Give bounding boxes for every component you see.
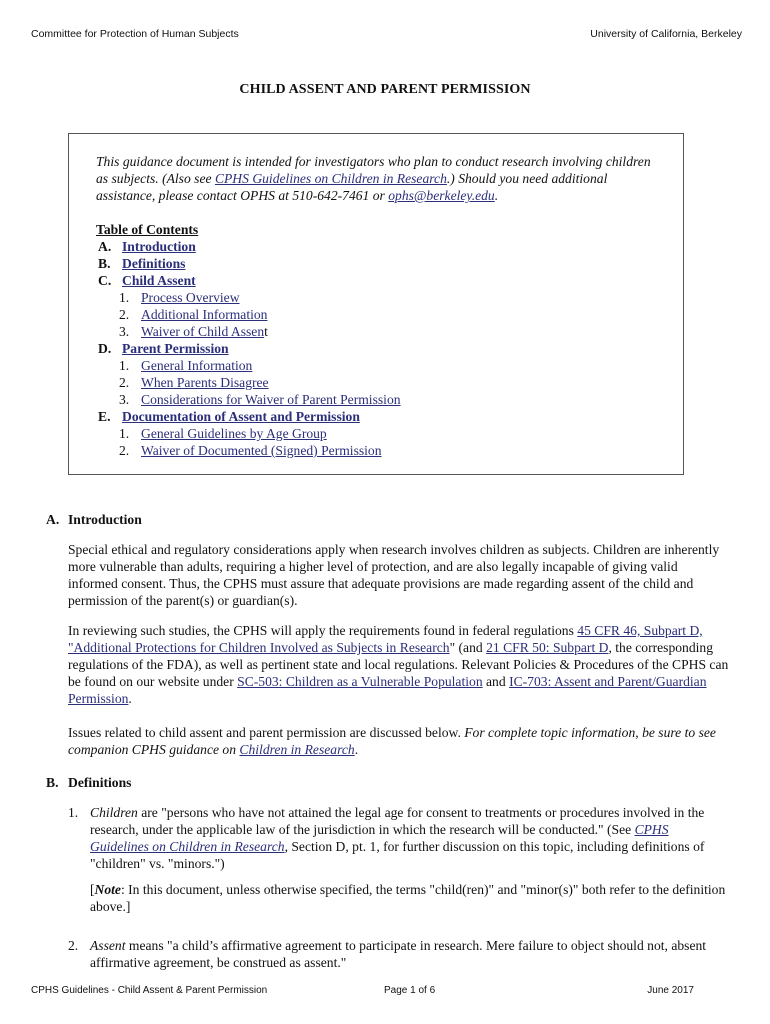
section-a-paragraph-3	[68, 724, 730, 758]
toc-link-waiver-child-assent[interactable]: Waiver of Child Assen	[141, 324, 265, 339]
paragraph-italic-text: For complete topic information, be sure to see companion CPHS guidance on	[68, 725, 716, 757]
definition-body	[90, 804, 730, 872]
intro-text: This guidance document is intended for investigators who plan to conduct research involving children as subjects. (Also see	[96, 154, 651, 186]
definition-term: Assent	[90, 938, 126, 953]
link-21-cfr-50[interactable]: 21 CFR 50: Subpart D	[486, 640, 609, 655]
definition-note	[90, 881, 730, 915]
toc-num: 3.	[119, 324, 130, 339]
section-b-heading	[46, 775, 131, 791]
definition-term: Children	[90, 805, 138, 820]
toc-num: 2.	[119, 307, 130, 322]
toc-letter: C.	[98, 273, 112, 288]
section-a-paragraph-2	[68, 622, 730, 707]
table-of-contents	[96, 221, 401, 459]
item-number: 1.	[68, 805, 79, 820]
section-a-paragraph-1: Special ethical and regulatory considerations apply when research involves children as subjects. Children are inherently more vulnerable than adults, requiring a higher level of protection, and are also legally incapable of giving valid informed consent. Thus, the CPHS must assure that adequate provisions are made regarding assent of the child and permission of the parent(s) or guardian(s).	[68, 542, 720, 608]
definition-text: are "persons who have not attained the legal age for consent to treatments or procedures involved in the research, under the applicable law of the jurisdiction in which the research will be conducted." (See	[90, 805, 705, 837]
link-cphs-guidelines-children[interactable]: CPHS Guidelines on Children in Research	[90, 822, 669, 854]
toc-num: 2.	[119, 375, 130, 390]
toc-item-introduction	[96, 238, 401, 255]
definition-item-children	[68, 804, 730, 915]
link-children-in-research[interactable]: Children in Research	[239, 742, 355, 757]
toc-subitem	[96, 289, 401, 306]
note-label: Note	[94, 882, 121, 897]
toc-title: Table of Contents	[96, 222, 199, 237]
toc-link-process-overview[interactable]: Process Overview	[141, 290, 240, 305]
paragraph-text: , the corresponding regulations of the FDA), as well as pertinent state and local regulations. Relevant Policies & Procedures of the CPHS can be found on our website under	[68, 640, 729, 689]
definition-text: , Section D, pt. 1, for further discussion on this topic, including definitions of "children" vs. "minors.")	[90, 839, 705, 871]
toc-link-general-information[interactable]: General Information	[141, 358, 253, 373]
link-45-cfr-46[interactable]: 45 CFR 46, Subpart D, "Additional Protections for Children Involved as Subjects in Research	[68, 623, 703, 655]
link-sc-503[interactable]: SC-503: Children as a Vulnerable Population	[237, 674, 483, 689]
paragraph-text: .	[354, 742, 359, 757]
toc-subitem	[96, 374, 401, 391]
paragraph-text: In reviewing such studies, the CPHS will apply the requirements found in federal regulations	[68, 623, 578, 638]
toc-link-introduction[interactable]: Introduction	[122, 239, 196, 254]
toc-letter: D.	[98, 341, 112, 356]
running-header-right: University of California, Berkeley	[590, 28, 742, 40]
definition-item-assent	[68, 937, 730, 971]
toc-item-parent-permission	[96, 340, 401, 357]
section-letter: A.	[46, 512, 60, 527]
toc-item-child-assent	[96, 272, 401, 289]
toc-letter: B.	[98, 256, 111, 271]
intro-text: .) Should you need additional assistance, please contact OPHS at 510-642-7461 or	[96, 171, 608, 203]
toc-subitem	[96, 442, 401, 459]
toc-link-when-parents-disagree[interactable]: When Parents Disagree	[141, 375, 269, 390]
paragraph-text: " (and	[449, 640, 487, 655]
toc-link-waiver-documented-permission[interactable]: Waiver of Documented (Signed) Permission	[141, 443, 382, 458]
toc-subitem	[96, 323, 401, 340]
toc-subitem	[96, 391, 401, 408]
toc-num: 3.	[119, 392, 130, 407]
footer-date: June 2017	[647, 985, 694, 996]
toc-trailing-text: t	[264, 324, 268, 339]
running-header-left: Committee for Protection of Human Subjects	[31, 28, 239, 40]
item-number: 2.	[68, 938, 79, 953]
toc-num: 1.	[119, 290, 130, 305]
intro-text: .	[494, 188, 499, 203]
paragraph-text: .	[128, 691, 132, 706]
footer-page-number: Page 1 of 6	[384, 985, 436, 996]
toc-link-guidelines-by-age[interactable]: General Guidelines by Age Group	[141, 426, 327, 441]
toc-link-parent-permission[interactable]: Parent Permission	[122, 341, 229, 356]
section-title: Definitions	[68, 775, 132, 790]
paragraph-text: and	[482, 674, 510, 689]
link-ic-703[interactable]: IC-703: Assent and Parent/Guardian Permission	[68, 674, 707, 706]
document-title: CHILD ASSENT AND PARENT PERMISSION	[239, 82, 531, 97]
link-ophs-email[interactable]: ophs@berkeley.edu	[388, 188, 495, 203]
note-bracket: [	[90, 882, 95, 897]
definition-body	[90, 937, 730, 971]
section-a-heading	[46, 512, 142, 528]
toc-subitem	[96, 306, 401, 323]
definition-text: means "a child’s affirmative agreement to participate in research. Mere failure to object should not, absent affirmative agreement, be construed as assent."	[90, 938, 707, 970]
note-text: : In this document, unless otherwise specified, the terms "child(ren)" and "minor(s)" both refer to the definition above.]	[90, 882, 726, 914]
guidance-box	[68, 133, 684, 475]
toc-letter: A.	[98, 239, 112, 254]
toc-link-documentation[interactable]: Documentation of Assent and Permission	[122, 409, 360, 424]
toc-num: 2.	[119, 443, 130, 458]
paragraph-text: Issues related to child assent and parent permission are discussed below.	[68, 725, 465, 740]
toc-letter: E.	[98, 409, 111, 424]
section-title: Introduction	[68, 512, 142, 527]
toc-num: 1.	[119, 426, 130, 441]
toc-link-definitions[interactable]: Definitions	[122, 256, 186, 271]
toc-num: 1.	[119, 358, 130, 373]
toc-link-waiver-parent-permission[interactable]: Considerations for Waiver of Parent Permission	[141, 392, 401, 407]
toc-subitem	[96, 357, 401, 374]
section-letter: B.	[46, 775, 59, 790]
toc-link-additional-information[interactable]: Additional Information	[141, 307, 268, 322]
link-cphs-guidelines[interactable]: CPHS Guidelines on Children in Research	[214, 171, 447, 186]
toc-subitem	[96, 425, 401, 442]
guidance-intro	[96, 153, 656, 204]
footer-left: CPHS Guidelines - Child Assent & Parent Permission	[31, 985, 268, 996]
toc-link-child-assent[interactable]: Child Assent	[122, 273, 196, 288]
toc-item-definitions	[96, 255, 401, 272]
toc-item-documentation	[96, 408, 401, 425]
